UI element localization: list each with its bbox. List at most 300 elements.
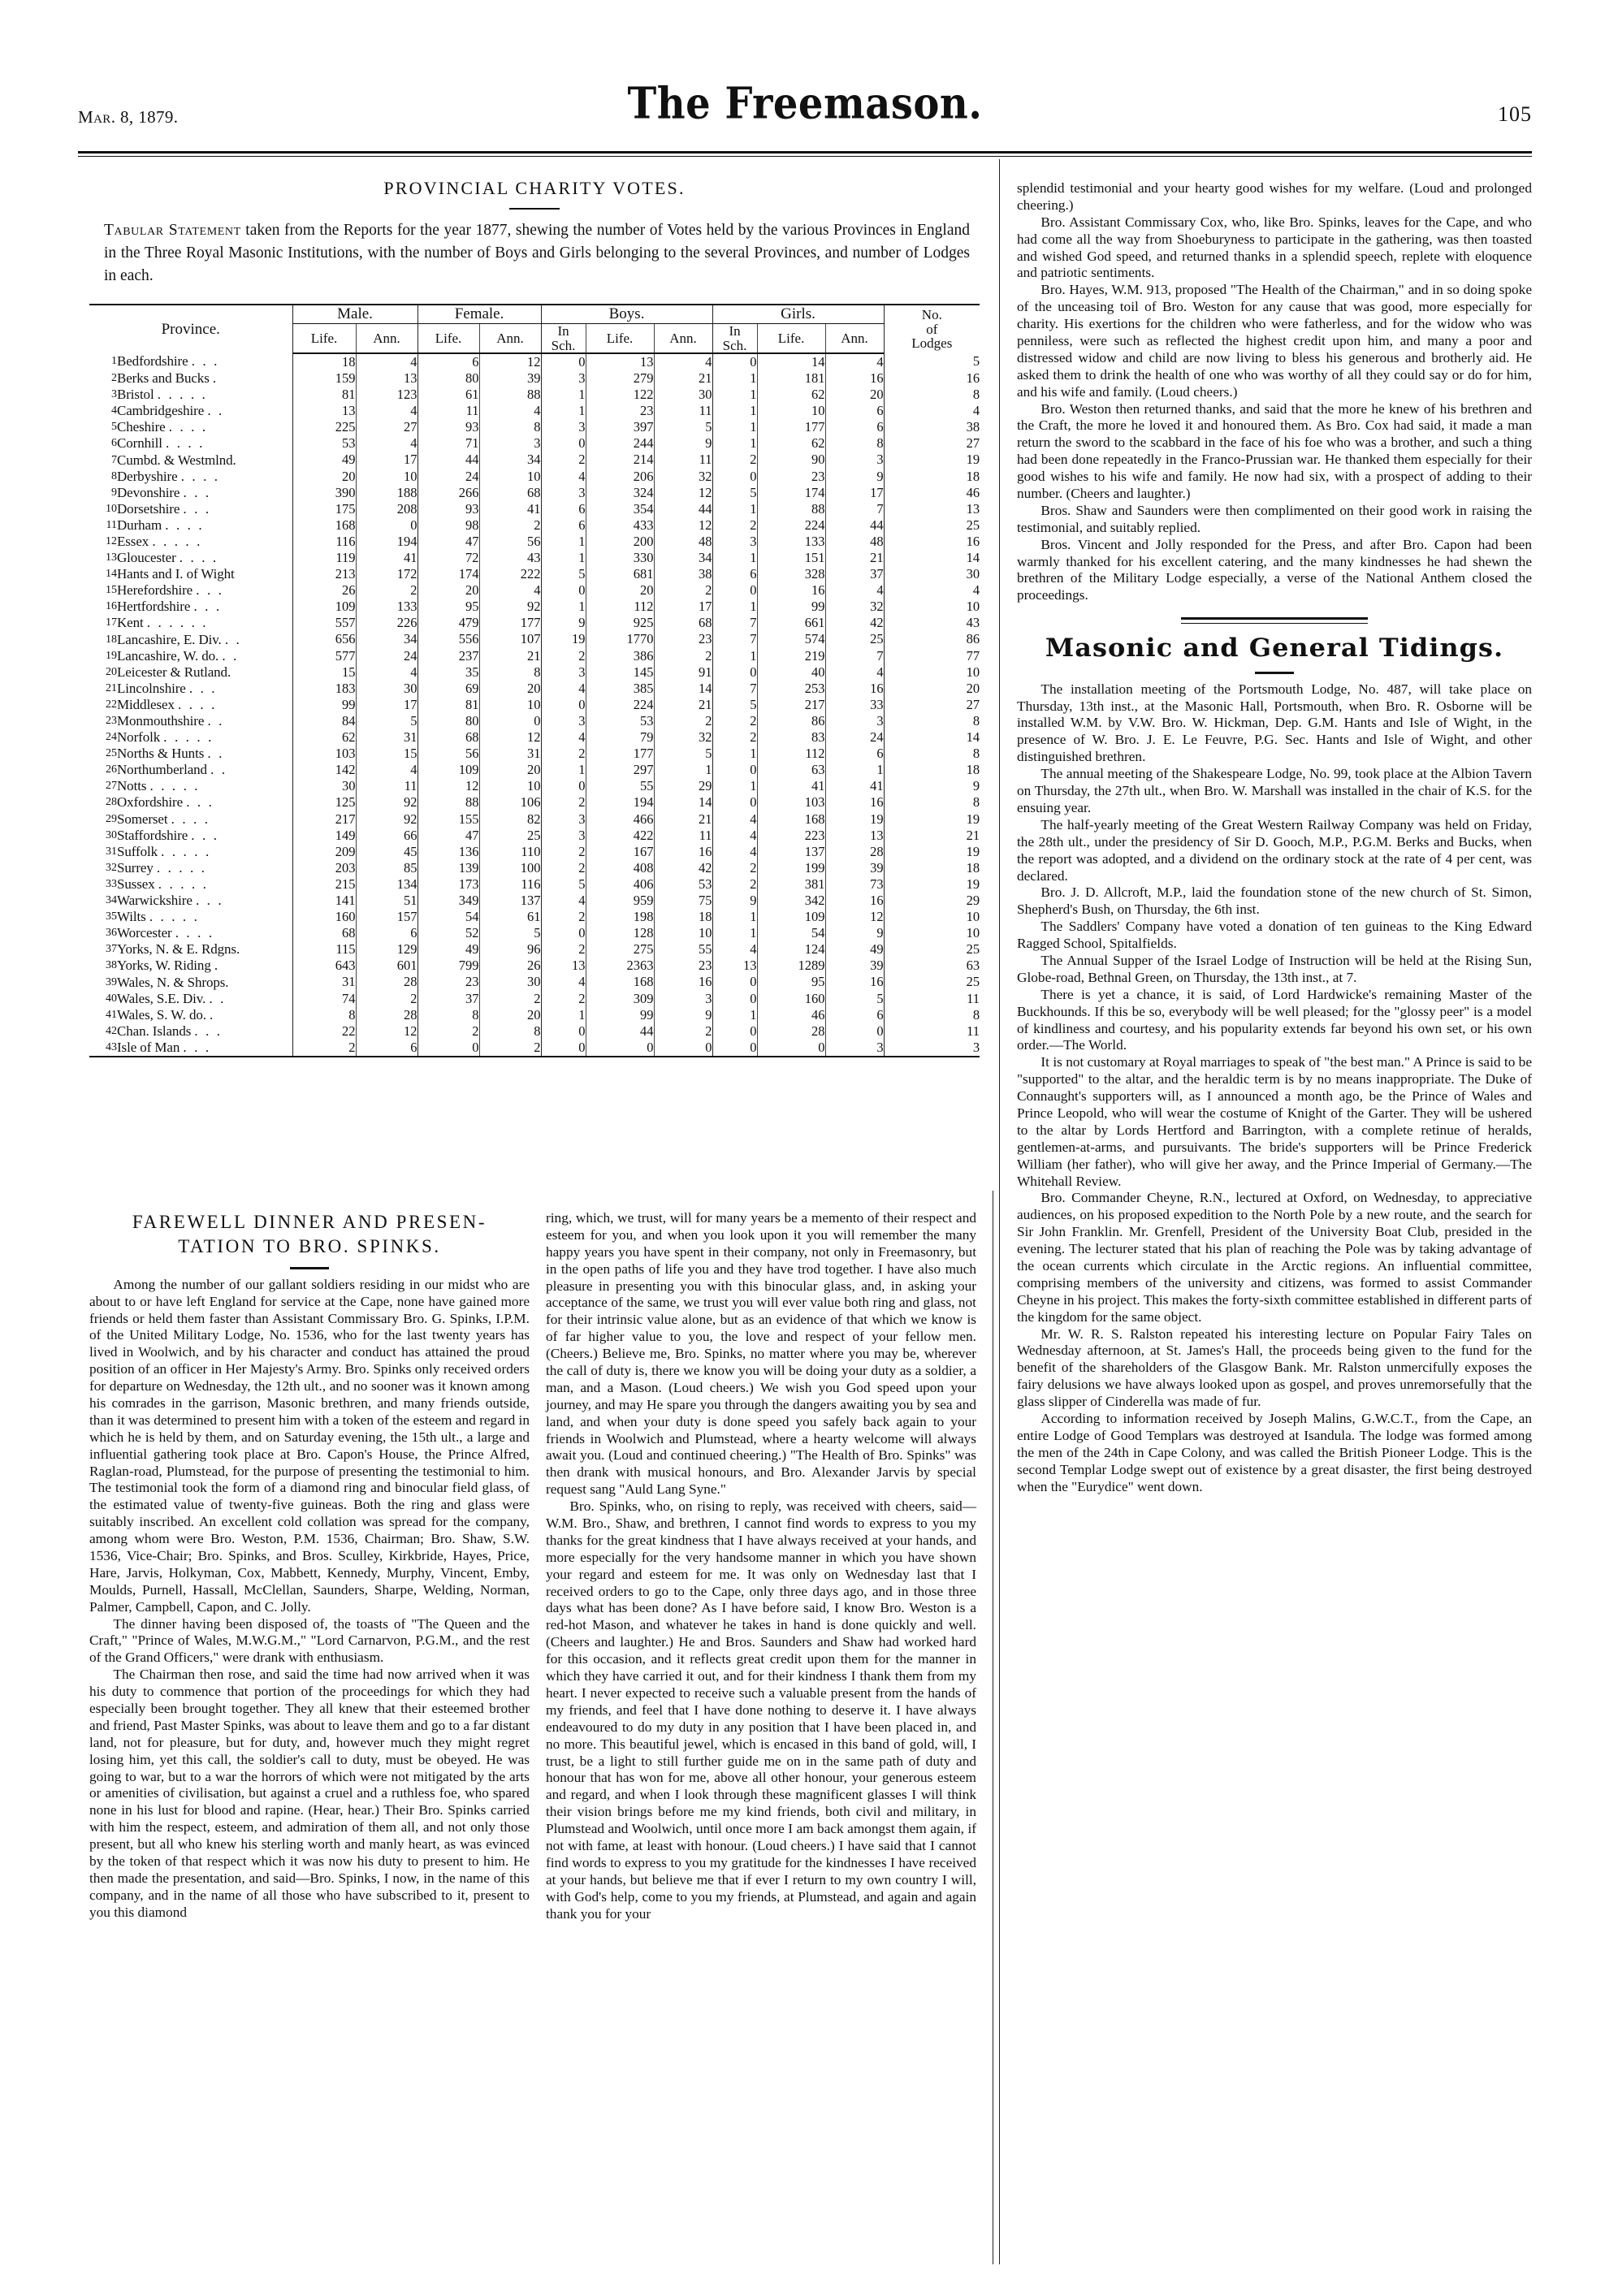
province-name: Wales, S. W. do. . xyxy=(117,1006,215,1023)
cell-fa: 68 xyxy=(479,485,541,501)
leader-dots: . . . . . xyxy=(158,876,209,892)
cell-ba: 2 xyxy=(654,582,712,599)
table-row xyxy=(89,991,980,1007)
insch-line-2: Sch. xyxy=(551,337,576,353)
cell-bs: 13 xyxy=(541,958,586,974)
table-row xyxy=(89,664,980,681)
subcol-male-life: Life. xyxy=(292,324,356,353)
cell-ba: 75 xyxy=(654,893,712,909)
cell-fa: 222 xyxy=(479,566,541,582)
cell-bl: 23 xyxy=(586,403,654,419)
cell-ga: 16 xyxy=(825,370,884,387)
cell-fa: 12 xyxy=(479,729,541,746)
cell-bl: 128 xyxy=(586,925,654,941)
cell-gl: 574 xyxy=(757,631,825,647)
cell-bl: 386 xyxy=(586,648,654,664)
right-para: splendid testimonial and your hearty good wishes for my welfare. (Loud and prolonged cheering.) xyxy=(1017,180,1532,213)
cell-ba: 48 xyxy=(654,534,712,550)
cell-fa: 25 xyxy=(479,828,541,844)
cell-gs: 1 xyxy=(712,550,757,566)
cell-gs: 4 xyxy=(712,828,757,844)
cell-ga: 73 xyxy=(825,876,884,893)
cell-fl: 98 xyxy=(417,517,479,534)
cell-fa: 96 xyxy=(479,941,541,958)
cell-ml: 115 xyxy=(292,941,356,958)
leader-dots: . . . . xyxy=(171,811,210,827)
leader-dots: . . . . . . xyxy=(146,615,209,631)
row-index: 11 xyxy=(106,518,117,531)
cell-gs: 0 xyxy=(712,974,757,990)
row-index: 12 xyxy=(106,534,117,547)
cell-ml: 53 xyxy=(292,435,356,452)
cell-gl: 174 xyxy=(757,485,825,501)
cell-gl: 199 xyxy=(757,860,825,876)
cell-ba: 11 xyxy=(654,403,712,419)
leader-dots: . . . . xyxy=(166,435,205,452)
cell-fl: 349 xyxy=(417,893,479,909)
cell-ml: 643 xyxy=(292,958,356,974)
cell-ga: 13 xyxy=(825,828,884,844)
table-row xyxy=(89,811,980,828)
cell-lodges: 18 xyxy=(884,860,980,876)
cell-ml: 203 xyxy=(292,860,356,876)
cell-fl: 37 xyxy=(417,991,479,1007)
table-row xyxy=(89,370,980,387)
cell-bl: 279 xyxy=(586,370,654,387)
cell-fl: 11 xyxy=(417,403,479,419)
cell-ga: 16 xyxy=(825,794,884,811)
cell-gs: 5 xyxy=(712,697,757,713)
province-name: Warwickshire . . . xyxy=(117,893,224,909)
cell-gs: 1 xyxy=(712,403,757,419)
province-name: Bristol . . . . . xyxy=(117,387,208,403)
cell-ga: 12 xyxy=(825,909,884,925)
row-index: 33 xyxy=(106,877,117,890)
cell-gl: 342 xyxy=(757,893,825,909)
cell-ga: 3 xyxy=(825,452,884,468)
cell-bs: 5 xyxy=(541,876,586,893)
cell-lodges: 27 xyxy=(884,435,980,452)
cell-ga: 6 xyxy=(825,746,884,762)
table-row xyxy=(89,844,980,860)
cell-bl: 53 xyxy=(586,713,654,729)
cell-bl: 466 xyxy=(586,811,654,828)
cell-ma: 0 xyxy=(356,517,417,534)
cell-gs: 2 xyxy=(712,517,757,534)
province-name: Wales, S.E. Div. . . xyxy=(117,990,226,1006)
cell-bl: 224 xyxy=(586,697,654,713)
cell-ml: 62 xyxy=(292,729,356,746)
cell-ma: 6 xyxy=(356,1040,417,1056)
cell-gs: 0 xyxy=(712,794,757,811)
cell-fa: 56 xyxy=(479,534,541,550)
cell-ma: 41 xyxy=(356,550,417,566)
cell-fa: 116 xyxy=(479,876,541,893)
masthead-rule xyxy=(78,151,1532,157)
cell-lodges: 20 xyxy=(884,681,980,697)
row-index: 42 xyxy=(106,1024,117,1037)
cell-ml: 217 xyxy=(292,811,356,828)
cell-ba: 1 xyxy=(654,762,712,778)
cell-lodges: 29 xyxy=(884,893,980,909)
cell-gs: 1 xyxy=(712,778,757,794)
cell-ba: 12 xyxy=(654,485,712,501)
cell-ml: 168 xyxy=(292,517,356,534)
province-name: Gloucester . . . . xyxy=(117,550,218,566)
cell-ma: 601 xyxy=(356,958,417,974)
cell-fa: 8 xyxy=(479,1023,541,1040)
cell-ga: 28 xyxy=(825,844,884,860)
cell-ga: 16 xyxy=(825,974,884,990)
cell-fl: 81 xyxy=(417,697,479,713)
cell-ml: 116 xyxy=(292,534,356,550)
tidings-item: The installation meeting of the Portsmouth Lodge, No. 487, will take place on Thursday, 13th inst., at the Masonic Hall, Portsmouth, when Bro. R. Osborne will be installed W.M. by V.W. Bro. W. Hickman, Dep. G.M. Hants and Isle of Wight, in the presence of W. Bro. J. E. Le Feuvre, P.G. Sec. Hants and Isle of Wight, and other distinguished brethren. xyxy=(1017,681,1532,765)
cell-fl: 12 xyxy=(417,778,479,794)
cell-ga: 1 xyxy=(825,762,884,778)
table-row xyxy=(89,974,980,990)
cell-fa: 26 xyxy=(479,958,541,974)
cell-bl: 0 xyxy=(586,1040,654,1056)
cell-ga: 39 xyxy=(825,958,884,974)
middle-para: Bro. Spinks, who, on rising to reply, was received with cheers, said—W.M. Bro., Shaw, and brethren, I cannot find words to express to you my thanks for the great kindness that I have always received at your hands, and more especially for the very handsome manner in which you have shown your regard and esteem for me. It was only on Wednesday last that I received orders to go to the Cape, only three days ago, and in those three days what has been done? As I have before said, I know Bro. Weston is a red-hot Mason, and whatever he takes in hand is done quickly and well. (Cheers and laughter.) He and Bros. Saunders and Shaw had worked hard for this occasion, and it reflects great credit upon them for the manner in which they have carried it out, and for their kindness I thank them from my heart. I never expected to receive such a valuable present from the hands of my friends, and feel that I have done nothing to deserve it. I have always endeavoured to do my duty in any position that I have been placed in, and no more. This beautiful jewel, which is encased in this band of gold, will, I trust, be a light to still further guide me on in the same path of duty and honour that has won for me, above all other honour, your generous esteem and regard, and when I look through these magnificent glasses I will think their vision brings before me my kind friends, both civil and military, in Plumstead and Woolwich, until once more I am back amongst them again, if not with fame, at least with honour. (Loud cheers.) I have said that I cannot find words to express to you my gratitude for the kindnesses I have received at your hands, but believe me that if ever I return to my own country I will, with God's help, come to you my friends, at Plumstead, and again and again thank you for your xyxy=(546,1498,976,1922)
cell-lodges: 18 xyxy=(884,469,980,485)
cell-fl: 173 xyxy=(417,876,479,893)
cell-gs: 1 xyxy=(712,419,757,435)
cell-ma: 172 xyxy=(356,566,417,582)
cell-bl: 198 xyxy=(586,909,654,925)
cell-gs: 4 xyxy=(712,811,757,828)
cell-fa: 3 xyxy=(479,435,541,452)
province-name: Derbyshire . . . . xyxy=(117,468,220,484)
subcol-boys-insch xyxy=(541,324,586,353)
province-name: Hants and I. of Wight xyxy=(117,566,235,582)
col-header-boys: Boys. xyxy=(541,305,712,324)
cell-gs: 7 xyxy=(712,681,757,697)
cell-gl: 219 xyxy=(757,648,825,664)
row-index: 1 xyxy=(111,355,117,368)
row-index: 17 xyxy=(106,616,117,629)
province-name: Wilts . . . . . xyxy=(117,909,200,925)
cell-ma: 28 xyxy=(356,974,417,990)
cell-ba: 5 xyxy=(654,419,712,435)
cell-ba: 53 xyxy=(654,876,712,893)
subcol-female-ann: Ann. xyxy=(479,324,541,353)
cell-ga: 4 xyxy=(825,582,884,599)
cell-bl: 55 xyxy=(586,778,654,794)
cell-bl: 214 xyxy=(586,452,654,468)
cell-bs: 0 xyxy=(541,353,586,370)
cell-bs: 2 xyxy=(541,794,586,811)
cell-ga: 6 xyxy=(825,419,884,435)
subcol-boys-ann: Ann. xyxy=(654,324,712,353)
cell-fl: 69 xyxy=(417,681,479,697)
cell-gl: 223 xyxy=(757,828,825,844)
cell-bs: 2 xyxy=(541,844,586,860)
province-name: Wales, N. & Shrops. xyxy=(117,974,229,990)
cell-fa: 2 xyxy=(479,1040,541,1056)
cell-fl: 24 xyxy=(417,469,479,485)
cell-ml: 30 xyxy=(292,778,356,794)
cell-fa: 34 xyxy=(479,452,541,468)
cell-ba: 23 xyxy=(654,958,712,974)
cell-lodges: 38 xyxy=(884,419,980,435)
cell-ba: 21 xyxy=(654,370,712,387)
cell-lodges: 5 xyxy=(884,353,980,370)
farewell-para: The dinner having been disposed of, the toasts of "The Queen and the Craft," "Prince of Wales, M.W.G.M.," "Lord Carnarvon, P.G.M., and the rest of the Grand Officers," were drank with enthusiasm. xyxy=(89,1615,530,1666)
cell-ba: 55 xyxy=(654,941,712,958)
cell-ml: 49 xyxy=(292,452,356,468)
cell-lodges: 19 xyxy=(884,811,980,828)
cell-ma: 2 xyxy=(356,582,417,599)
cell-ml: 68 xyxy=(292,925,356,941)
cell-bs: 2 xyxy=(541,746,586,762)
row-index: 3 xyxy=(111,388,117,401)
cell-bs: 2 xyxy=(541,452,586,468)
cell-gl: 224 xyxy=(757,517,825,534)
cell-gl: 62 xyxy=(757,435,825,452)
farewell-heading xyxy=(89,1210,530,1260)
cell-bl: 168 xyxy=(586,974,654,990)
cell-lodges: 25 xyxy=(884,517,980,534)
province-name: Somerset . . . . xyxy=(117,811,210,827)
cell-lodges: 13 xyxy=(884,501,980,517)
cell-fa: 20 xyxy=(479,681,541,697)
cell-gl: 1289 xyxy=(757,958,825,974)
cell-ma: 15 xyxy=(356,746,417,762)
middle-article-column xyxy=(546,1210,976,1922)
leader-dots: . . . xyxy=(183,484,211,500)
cell-ma: 188 xyxy=(356,485,417,501)
cell-fl: 49 xyxy=(417,941,479,958)
province-name: Yorks, W. Riding . xyxy=(117,958,220,974)
row-index: 9 xyxy=(111,486,117,499)
cell-lodges: 8 xyxy=(884,713,980,729)
cell-ml: 26 xyxy=(292,582,356,599)
cell-gs: 2 xyxy=(712,452,757,468)
cell-fl: 6 xyxy=(417,353,479,370)
cell-ga: 32 xyxy=(825,599,884,615)
cell-gl: 23 xyxy=(757,469,825,485)
cell-lodges: 11 xyxy=(884,1023,980,1040)
leader-dots: . xyxy=(212,370,218,387)
cell-fa: 107 xyxy=(479,631,541,647)
cell-fa: 39 xyxy=(479,370,541,387)
cell-ml: 103 xyxy=(292,746,356,762)
province-name: Sussex . . . . . xyxy=(117,876,209,892)
cell-ga: 4 xyxy=(825,353,884,370)
province-name: Chan. Islands . . . xyxy=(117,1023,223,1039)
table-row xyxy=(89,713,980,729)
cell-bs: 3 xyxy=(541,713,586,729)
cell-ml: 15 xyxy=(292,664,356,681)
cell-fl: 93 xyxy=(417,501,479,517)
cell-bs: 0 xyxy=(541,778,586,794)
tidings-heading-rule xyxy=(1255,672,1294,674)
cell-gs: 13 xyxy=(712,958,757,974)
cell-fl: 266 xyxy=(417,485,479,501)
cell-bs: 4 xyxy=(541,729,586,746)
cell-ma: 194 xyxy=(356,534,417,550)
table-row xyxy=(89,599,980,615)
row-index: 2 xyxy=(111,372,117,385)
table-row xyxy=(89,762,980,778)
cell-lodges: 10 xyxy=(884,599,980,615)
cell-ma: 157 xyxy=(356,909,417,925)
cell-ba: 5 xyxy=(654,746,712,762)
cell-ma: 92 xyxy=(356,811,417,828)
province-name: Worcester . . . . xyxy=(117,925,214,941)
heading-rule xyxy=(509,208,560,210)
cell-ba: 11 xyxy=(654,828,712,844)
cell-gs: 2 xyxy=(712,713,757,729)
table-row xyxy=(89,631,980,647)
cell-bs: 4 xyxy=(541,469,586,485)
cell-gl: 10 xyxy=(757,403,825,419)
cell-bl: 297 xyxy=(586,762,654,778)
col-header-male: Male. xyxy=(292,305,417,324)
tidings-divider-rule xyxy=(1181,617,1368,624)
cell-ma: 10 xyxy=(356,469,417,485)
cell-ga: 3 xyxy=(825,713,884,729)
lodges-line-2: of xyxy=(926,321,938,337)
cell-ba: 4 xyxy=(654,353,712,370)
cell-bs: 0 xyxy=(541,1023,586,1040)
leader-dots: . . xyxy=(222,647,239,664)
cell-lodges: 10 xyxy=(884,664,980,681)
cell-fl: 72 xyxy=(417,550,479,566)
table-row xyxy=(89,794,980,811)
cell-fl: 136 xyxy=(417,844,479,860)
cell-lodges: 86 xyxy=(884,631,980,647)
row-index: 23 xyxy=(106,715,117,727)
province-name: Durham . . . . xyxy=(117,517,205,533)
leader-dots: . . . . xyxy=(165,517,205,533)
cell-fa: 30 xyxy=(479,974,541,990)
table-row xyxy=(89,485,980,501)
cell-ba: 21 xyxy=(654,811,712,828)
cell-ba: 2 xyxy=(654,1023,712,1040)
cell-ba: 3 xyxy=(654,991,712,1007)
cell-ga: 0 xyxy=(825,1023,884,1040)
cell-ba: 0 xyxy=(654,1040,712,1056)
publication-title: The Freemason. xyxy=(627,78,983,129)
cell-bs: 2 xyxy=(541,648,586,664)
cell-fl: 88 xyxy=(417,794,479,811)
cell-ml: 22 xyxy=(292,1023,356,1040)
table-row xyxy=(89,501,980,517)
province-name: Notts . . . . . xyxy=(117,778,201,794)
table-row xyxy=(89,534,980,550)
cell-bs: 1 xyxy=(541,534,586,550)
table-row xyxy=(89,941,980,958)
province-name: Leicester & Rutland. xyxy=(117,664,231,680)
lodges-line-1: No. xyxy=(921,307,942,323)
leader-dots: . . . xyxy=(183,500,211,517)
cell-gs: 1 xyxy=(712,387,757,403)
cell-fa: 10 xyxy=(479,697,541,713)
province-name: Norfolk . . . . . xyxy=(117,729,214,746)
tidings-list xyxy=(1017,681,1532,1496)
cell-ml: 119 xyxy=(292,550,356,566)
cell-lodges: 8 xyxy=(884,387,980,403)
row-index: 36 xyxy=(106,927,117,940)
cell-ba: 2 xyxy=(654,713,712,729)
row-index: 37 xyxy=(106,943,117,956)
farewell-heading-line2: TATION TO BRO. SPINKS. xyxy=(178,1236,441,1257)
cell-ba: 29 xyxy=(654,778,712,794)
cell-lodges: 25 xyxy=(884,941,980,958)
right-para: Bro. Weston then returned thanks, and said that the more he knew of his brethren and the Craft, the more he loved it and honoured them. As Bro. Cox had said, it made a man return the sword to the scabbard in the face of his foe who was a brother, and such a thing had been done repeatedly in the Franco-Prussian war. He thanked them especially for their good wishes to his wife and family. He now had six, with a prospect of adding to their number. (Cheers and laughter.) xyxy=(1017,400,1532,502)
cell-ba: 14 xyxy=(654,794,712,811)
cell-ba: 30 xyxy=(654,387,712,403)
farewell-heading-rule xyxy=(290,1267,329,1269)
province-name: Monmouthshire . . xyxy=(117,713,225,729)
cell-fl: 80 xyxy=(417,713,479,729)
table-section-heading: PROVINCIAL CHARITY VOTES. xyxy=(383,178,686,198)
province-name: Cambridgeshire . . xyxy=(117,403,224,419)
row-index: 38 xyxy=(106,959,117,972)
province-name: Herefordshire . . . xyxy=(117,582,224,599)
cell-gl: 54 xyxy=(757,925,825,941)
cell-fl: 20 xyxy=(417,582,479,599)
cell-gl: 63 xyxy=(757,762,825,778)
row-index: 15 xyxy=(106,584,117,597)
cell-fa: 31 xyxy=(479,746,541,762)
provincial-charity-votes-section xyxy=(89,166,980,1057)
cell-gl: 217 xyxy=(757,697,825,713)
farewell-dinner-article xyxy=(89,1210,530,1922)
cell-ba: 10 xyxy=(654,925,712,941)
cell-ga: 37 xyxy=(825,566,884,582)
cell-ma: 85 xyxy=(356,860,417,876)
leader-dots: . . . . . xyxy=(149,909,200,925)
cell-gs: 4 xyxy=(712,941,757,958)
province-name: Bedfordshire . . . xyxy=(117,353,219,370)
cell-lodges: 10 xyxy=(884,925,980,941)
province-name: Isle of Man . . . xyxy=(117,1039,211,1055)
issue-date: Mar. 8, 1879. xyxy=(78,107,179,127)
cell-ma: 30 xyxy=(356,681,417,697)
cell-ma: 66 xyxy=(356,828,417,844)
province-name: Essex . . . . . xyxy=(117,533,202,549)
cell-fa: 110 xyxy=(479,844,541,860)
cell-bl: 194 xyxy=(586,794,654,811)
cell-fl: 47 xyxy=(417,828,479,844)
leader-dots: . . . . . xyxy=(152,533,202,549)
table-body xyxy=(89,353,980,1056)
cell-fl: 479 xyxy=(417,615,479,631)
cell-bs: 1 xyxy=(541,599,586,615)
cell-bs: 1 xyxy=(541,762,586,778)
row-index: 43 xyxy=(106,1040,117,1053)
cell-lodges: 27 xyxy=(884,697,980,713)
cell-ba: 14 xyxy=(654,681,712,697)
cell-bl: 959 xyxy=(586,893,654,909)
cell-bl: 206 xyxy=(586,469,654,485)
leader-dots: . xyxy=(210,1006,215,1023)
cell-fa: 4 xyxy=(479,582,541,599)
cell-bs: 0 xyxy=(541,435,586,452)
cell-fl: 47 xyxy=(417,534,479,550)
cell-gs: 2 xyxy=(712,876,757,893)
cell-ml: 20 xyxy=(292,469,356,485)
col-header-lodges xyxy=(884,305,980,353)
cell-ga: 48 xyxy=(825,534,884,550)
cell-gs: 0 xyxy=(712,664,757,681)
cell-fa: 10 xyxy=(479,778,541,794)
masonic-tidings-heading: Masonic and General Tidings. xyxy=(1045,633,1504,664)
cell-ga: 9 xyxy=(825,925,884,941)
